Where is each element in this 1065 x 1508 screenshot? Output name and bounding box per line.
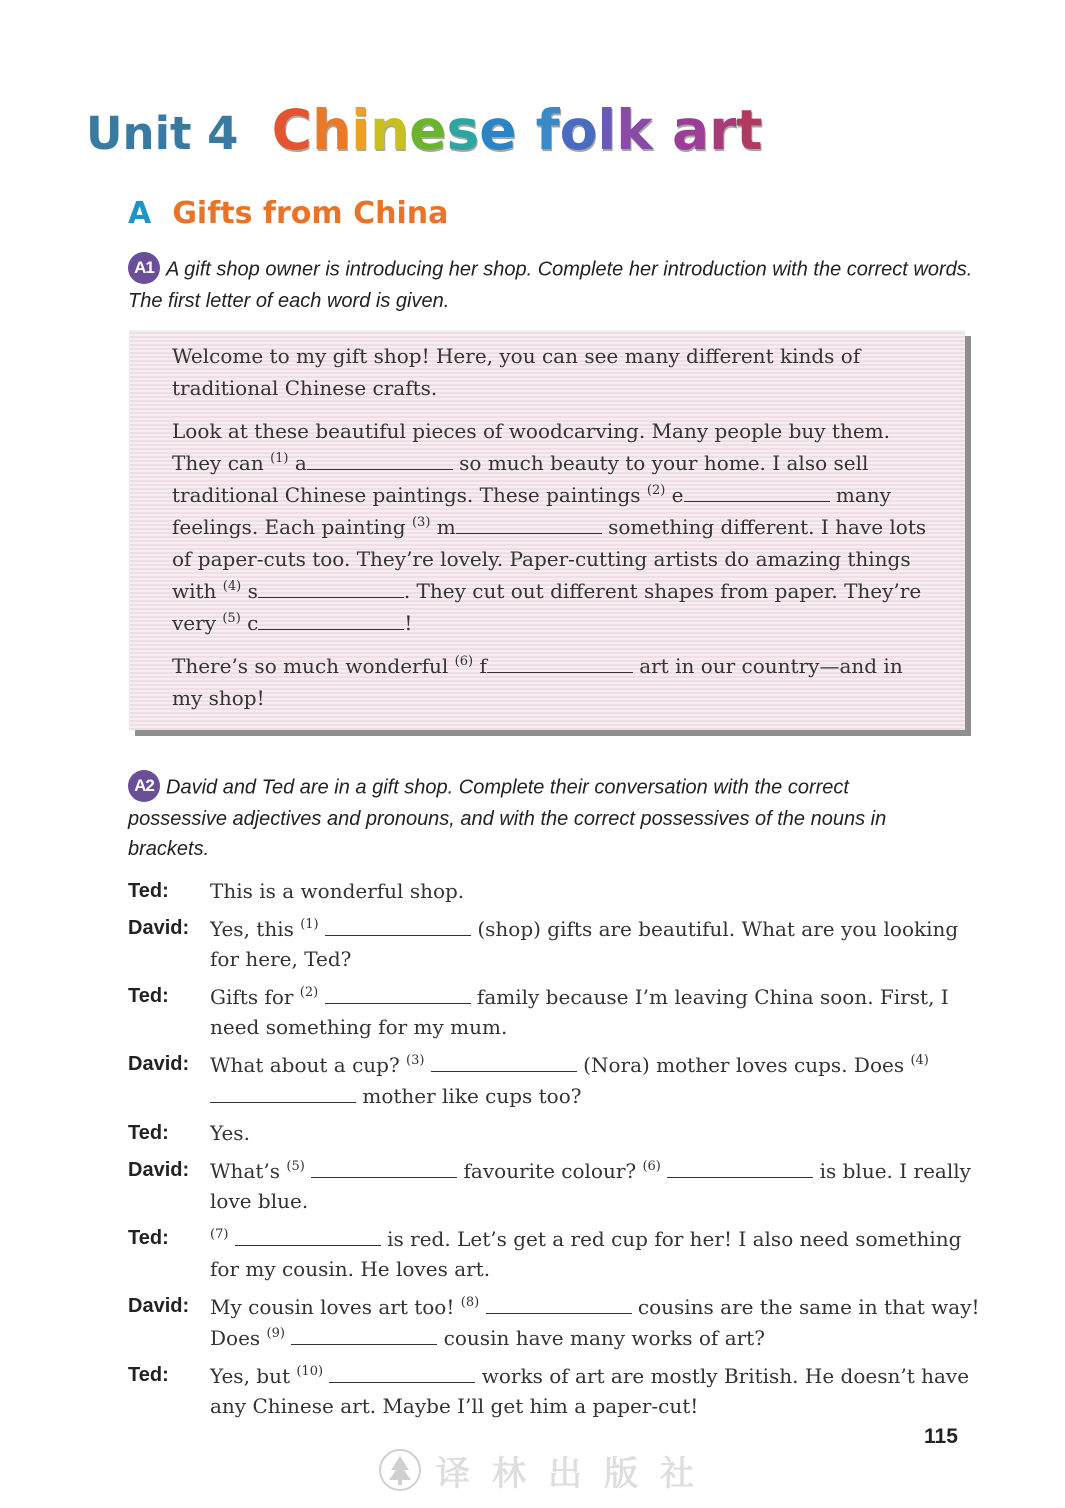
a1-badge: A1 — [128, 252, 160, 284]
publisher-logo-icon — [378, 1448, 422, 1492]
unit-name-letter: o — [559, 98, 598, 162]
dialogue-line — [128, 981, 988, 1042]
blank-4[interactable] — [258, 575, 404, 598]
blank-1[interactable] — [307, 447, 453, 470]
a1-instruction — [128, 254, 978, 316]
unit-name-letter: f — [535, 98, 560, 162]
dialogue-line — [128, 1291, 988, 1353]
unit-name-letter: i — [351, 98, 370, 162]
unit-name-letter: r — [709, 98, 737, 162]
speech: My cousin loves art too! $^{(8)}$ cousins are the same in that way! Does $^{(9)}$ cousin have many works of art? — [210, 1291, 988, 1353]
speaker: Ted: — [128, 1122, 169, 1144]
speech: Gifts for $^{(2)}$ family because I’m leaving China soon. First, I need something for my mum. — [210, 981, 988, 1042]
a1-instruction-text: A gift shop owner is introducing her shop. Complete her introduction with the correct words. The first letter of each word is given. — [128, 258, 973, 312]
speech: This is a wonderful shop. — [210, 879, 465, 903]
unit-name-letter: C — [271, 98, 312, 162]
a1-text-box — [129, 330, 965, 730]
dialogue-line — [128, 913, 988, 974]
dialogue-line — [128, 1155, 988, 1216]
unit-label: Unit 4 — [86, 107, 239, 160]
unit-name — [272, 98, 763, 162]
speech: What’s $^{(5)}$ favourite colour? $^{(6)}$ is blue. I really love blue. — [210, 1155, 988, 1216]
page-number: 115 — [924, 1425, 958, 1448]
a2-dialogue — [128, 876, 988, 1428]
speaker: Ted: — [128, 880, 169, 902]
speech: $^{(7)}$ is red. Let’s get a red cup for her! I also need something for my cousin. He loves art. — [210, 1223, 988, 1284]
blank-6[interactable] — [487, 650, 633, 673]
blank-a2-5[interactable] — [311, 1155, 457, 1178]
blank-a2-10[interactable] — [329, 1360, 475, 1383]
section-heading — [128, 196, 448, 231]
blank-a2-1[interactable] — [325, 913, 471, 936]
a2-instruction-text: David and Ted are in a gift shop. Complete their conversation with the correct possessive adjectives and pronouns, and with the correct possessives of the nouns in brackets. — [128, 776, 887, 860]
speech: Yes, but $^{(10)}$ works of art are mostly British. He doesn’t have any Chinese art. Maybe I’ll get him a paper-cut! — [210, 1360, 988, 1421]
unit-title — [86, 98, 763, 168]
dialogue-line — [128, 1223, 988, 1284]
blank-a2-3[interactable] — [431, 1049, 577, 1072]
unit-name-letter: h — [311, 98, 352, 162]
unit-name-letter: n — [369, 98, 410, 162]
blank-a2-9[interactable] — [291, 1322, 437, 1345]
dialogue-line — [128, 1049, 988, 1111]
speech: Yes. — [210, 1121, 250, 1145]
speech: What about a cup? $^{(3)}$ (Nora) mother loves cups. Does $^{(4)}$ mother like cups too? — [210, 1049, 988, 1111]
a2-badge: A2 — [128, 770, 160, 802]
unit-name-letter — [517, 98, 536, 162]
speaker: David: — [128, 1053, 190, 1075]
blank-3[interactable] — [456, 511, 602, 534]
dialogue-line — [128, 1118, 988, 1148]
speaker: David: — [128, 917, 190, 939]
unit-name-letter: e — [409, 98, 447, 162]
a1-paragraph-1: Welcome to my gift shop! Here, you can see many different kinds of traditional Chinese crafts. — [172, 344, 861, 400]
speaker: David: — [128, 1159, 190, 1181]
speech: Yes, this $^{(1)}$ (shop) gifts are beautiful. What are you looking for here, Ted? — [210, 913, 988, 974]
publisher-name: 译林出版社 — [436, 1453, 716, 1494]
blank-a2-6[interactable] — [667, 1155, 813, 1178]
unit-name-letter: k — [616, 98, 653, 162]
blank-a2-8[interactable] — [486, 1291, 632, 1314]
section-letter: A — [128, 196, 152, 231]
blank-5[interactable] — [258, 607, 404, 630]
unit-name-letter: t — [736, 98, 763, 162]
unit-name-letter: e — [479, 98, 517, 162]
section-title: Gifts from China — [172, 196, 449, 231]
blank-2[interactable] — [684, 479, 830, 502]
publisher-watermark — [378, 1445, 716, 1495]
dialogue-line — [128, 876, 988, 906]
blank-a2-4[interactable] — [210, 1080, 356, 1103]
blank-a2-2[interactable] — [325, 981, 471, 1004]
dialogue-line — [128, 1360, 988, 1421]
a2-instruction — [128, 772, 918, 864]
unit-name-letter: s — [446, 98, 480, 162]
unit-name-letter — [653, 98, 672, 162]
a1-paragraph-2: Look at these beautiful pieces of woodcarving. Many people buy them. They can $^{(1)}$ a so much beauty to your home. I also sell traditional Chinese paintings. These paintings $^{(2)}$ e many feelings. Each painting $^{(3)}$ m something different. I have lots of paper-cuts too. They’re lovely. Paper-cutting artists do amazing things with $^{(4)}$ s . They cut out different shapes from paper. They’re very $^{(5)}$ c ! — [172, 419, 927, 635]
blank-a2-7[interactable] — [235, 1223, 381, 1246]
speaker: Ted: — [128, 985, 169, 1007]
speaker: David: — [128, 1295, 190, 1317]
speaker: Ted: — [128, 1364, 169, 1386]
unit-name-letter: a — [672, 98, 710, 162]
speaker: Ted: — [128, 1227, 169, 1249]
a1-paragraph-3: There’s so much wonderful $^{(6)}$ f art in our country—and in my shop! — [172, 650, 932, 714]
unit-name-letter: l — [597, 98, 617, 162]
